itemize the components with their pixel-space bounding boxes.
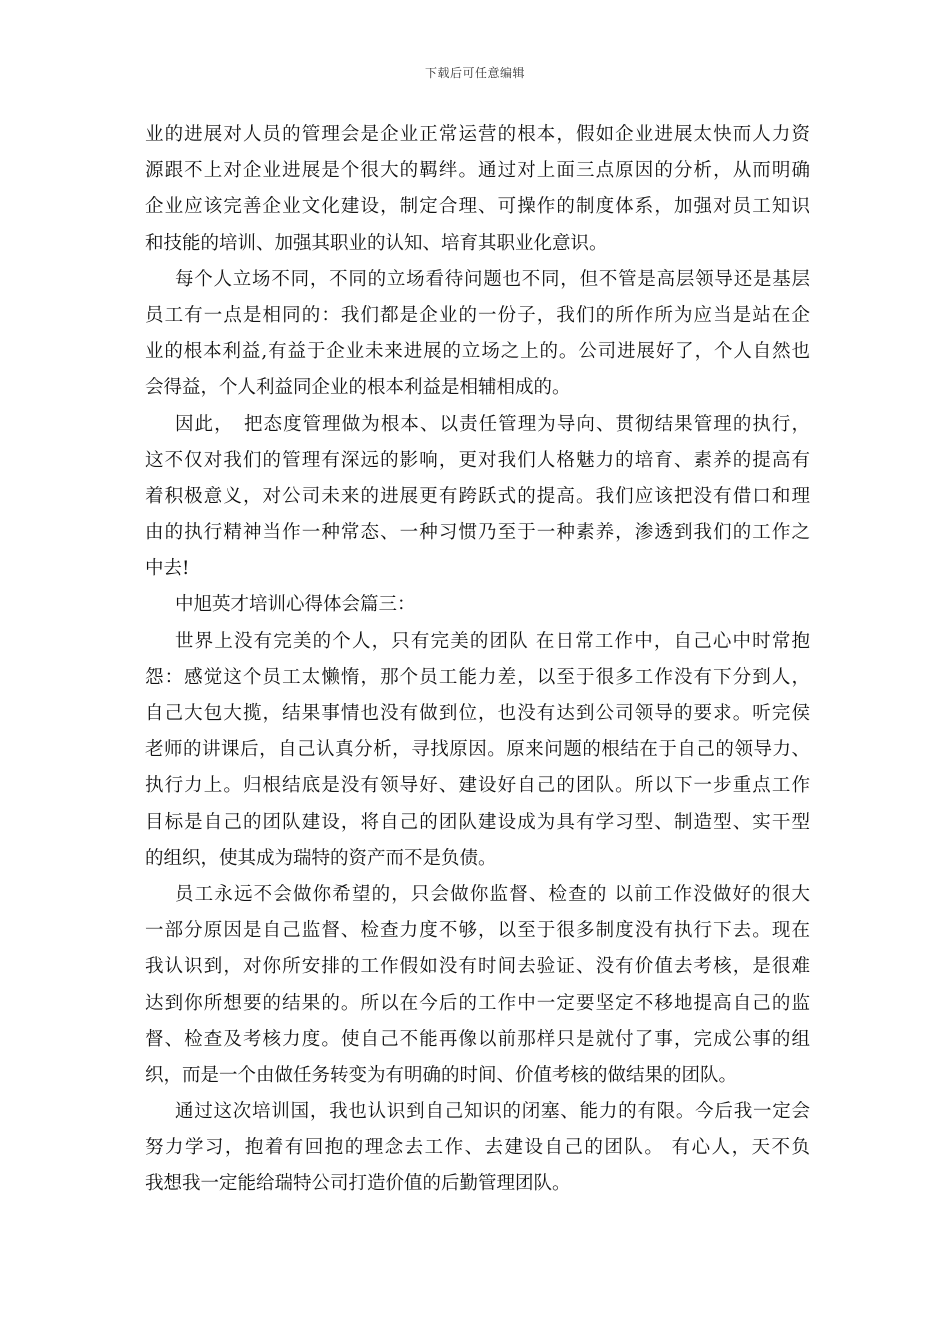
text-line: 员工有一点是相同的：我们都是企业的一份子，我们的所作所为应当是站在企 (145, 304, 810, 326)
text-line: 织，而是一个由做任务转变为有明确的时间、价值考核的做结果的团队。 (145, 1064, 738, 1086)
text-line: 着积极意义，对公司未来的进展更有跨跃式的提高。我们应该把没有借口和理 (145, 485, 810, 507)
text-line: 通过这次培训国，我也认识到自己知识的闭塞、能力的有限。今后我一定会 (175, 1101, 810, 1123)
text-line: 世界上没有完美的个人，只有完美的团队 在日常工作中，自己心中时常抱 (175, 630, 810, 652)
text-line: 和技能的培训、加强其职业的认知、培育其职业化意识。 (145, 232, 608, 254)
text-line: 我想我一定能给瑞特公司打造价值的后勤管理团队。 (145, 1173, 571, 1195)
text-line: 督、检查及考核力度。使自己不能再像以前那样只是就付了事，完成公事的组 (145, 1028, 810, 1050)
text-line: 怨：感觉这个员工太懒惰，那个员工能力差，以至于很多工作没有下分到人， (145, 666, 810, 688)
section-heading (145, 587, 810, 623)
text-line: 我认识到，对你所安排的工作假如没有时间去验证、没有价值去考核，是很难 (145, 956, 810, 978)
text-line: 每个人立场不同，不同的立场看待问题也不同，但不管是高层领导还是基层 (175, 268, 810, 290)
text-line: 企业应该完善企业文化建设，制定合理、可操作的制度体系，加强对员工知识 (145, 196, 810, 218)
paragraph (145, 407, 810, 588)
body-text (145, 117, 810, 1203)
text-line: 员工永远不会做你希望的，只会做你监督、检查的 以前工作没做好的很大 (175, 883, 810, 905)
text-line: 执行力上。归根结底是没有领导好、建设好自己的团队。所以下一步重点工作 (145, 775, 810, 797)
text-line: 由的执行精神当作一种常态、一种习惯乃至于一种素养，渗透到我们的工作之 (145, 522, 810, 544)
paragraph (145, 117, 810, 262)
text-line: 一部分原因是自己监督、检查力度不够，以至于很多制度没有执行下去。现在 (145, 920, 810, 942)
text-line: 达到你所想要的结果的。所以在今后的工作中一定要坚定不移地提高自己的监 (145, 992, 810, 1014)
text-line: 业的进展对人员的管理会是企业正常运营的根本，假如企业进展太快而人力资 (145, 124, 810, 145)
text-line: 这不仅对我们的管理有深远的影响，更对我们人格魅力的培育、素养的提高有 (145, 449, 810, 471)
text-line: 业的根本利益,有益于企业未来进展的立场之上的。公司进展好了，个人自然也 (145, 341, 810, 363)
text-line: 老师的讲课后，自己认真分析，寻找原因。原来问题的根结在于自己的领导力、 (145, 739, 810, 761)
text-line: 因此， 把态度管理做为根本、以责任管理为导向、贯彻结果管理的执行， (175, 413, 810, 435)
text-line: 中旭英才培训心得体会篇三： (175, 594, 416, 616)
text-line: 的组织，使其成为瑞特的资产而不是负债。 (145, 847, 497, 869)
paragraph (145, 262, 810, 407)
paragraph (145, 877, 810, 1094)
paragraph (145, 1094, 810, 1203)
paragraph (145, 624, 810, 877)
text-line: 源跟不上对企业进展是个很大的羁绊。通过对上面三点原因的分析，从而明确 (145, 160, 810, 182)
text-line: 努力学习，抱着有回抱的理念去工作、去建设自己的团队。 有心人，天不负 (145, 1137, 810, 1159)
page-header: 下载后可任意编辑 (424, 66, 525, 80)
text-line: 会得益，个人利益同企业的根本利益是相辅相成的。 (145, 377, 571, 399)
text-line: 中去! (145, 558, 190, 580)
text-line: 自己大包大揽，结果事情也没有做到位，也没有达到公司领导的要求。听完侯 (145, 703, 810, 724)
text-line: 目标是自己的团队建设，将自己的团队建设成为具有学习型、制造型、实干型 (145, 811, 810, 833)
